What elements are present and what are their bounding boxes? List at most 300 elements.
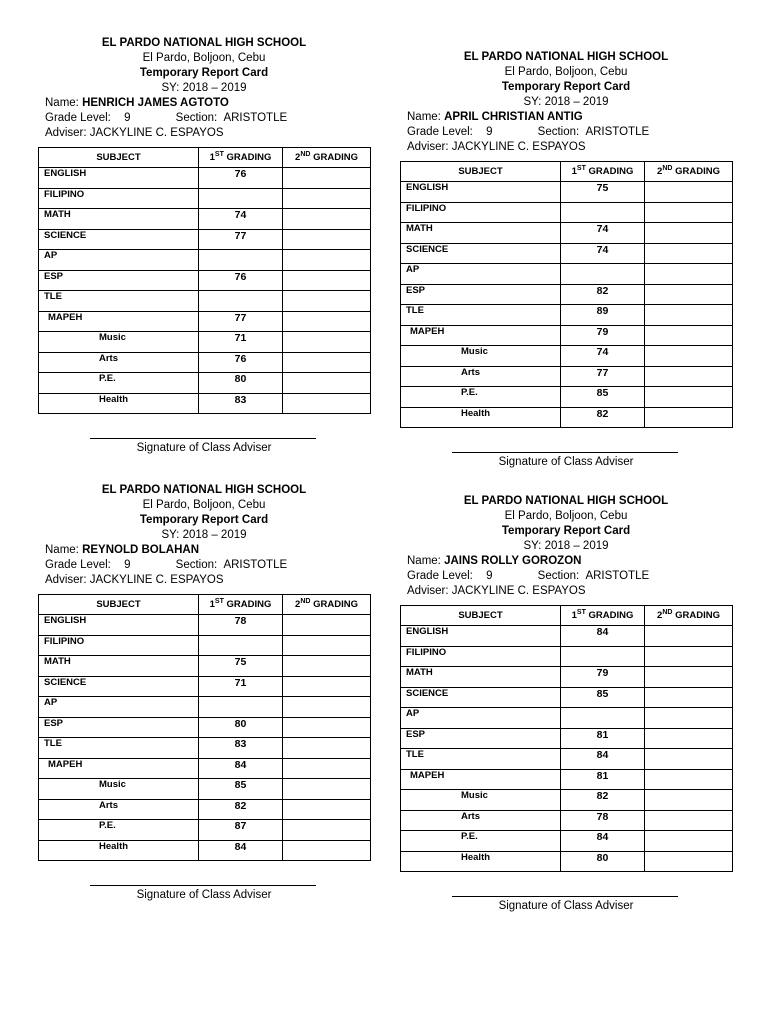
table-row xyxy=(39,311,371,332)
second-grading-cell xyxy=(283,168,371,189)
grade-level-value: 9 xyxy=(486,570,493,582)
grade-level-label: Grade Level: xyxy=(407,126,473,138)
table-row xyxy=(39,352,371,373)
signature-block xyxy=(400,428,732,468)
subject-cell: MATH xyxy=(39,209,199,230)
subject-cell: FILIPINO xyxy=(401,646,561,667)
adviser-line xyxy=(45,573,370,588)
subject-cell: AP xyxy=(39,697,199,718)
signature-block xyxy=(400,872,732,912)
first-grading-cell: 87 xyxy=(199,820,283,841)
second-grading-cell xyxy=(283,332,371,353)
section-label: Section: xyxy=(175,112,218,124)
first-grading-cell: 82 xyxy=(199,799,283,820)
first-grading-cell: 84 xyxy=(561,831,645,852)
subject-cell: Health xyxy=(401,407,561,428)
subject-cell: Arts xyxy=(39,352,199,373)
subject-cell: AP xyxy=(39,250,199,271)
table-row xyxy=(401,387,733,408)
first-grading-header: 1ST GRADING xyxy=(561,606,645,626)
subject-cell: ENGLISH xyxy=(39,615,199,636)
second-grading-cell xyxy=(645,223,733,244)
table-row xyxy=(401,223,733,244)
student-name: REYNOLD BOLAHAN xyxy=(82,544,199,556)
second-grading-cell xyxy=(645,790,733,811)
grades-header-row xyxy=(39,148,371,168)
second-grading-cell xyxy=(645,346,733,367)
first-grading-cell: 84 xyxy=(199,758,283,779)
second-grading-cell xyxy=(283,270,371,291)
table-row xyxy=(39,799,371,820)
second-grading-cell xyxy=(283,779,371,800)
first-grading-cell: 71 xyxy=(199,332,283,353)
signature-label: Signature of Class Adviser xyxy=(136,442,272,454)
first-grading-cell xyxy=(199,250,283,271)
second-grading-cell xyxy=(283,229,371,250)
adviser-line xyxy=(407,140,732,155)
adviser-name: JACKYLINE C. ESPAYOS xyxy=(89,127,224,139)
school-name: EL PARDO NATIONAL HIGH SCHOOL xyxy=(101,484,307,496)
subject-cell: Arts xyxy=(39,799,199,820)
first-grading-cell: 74 xyxy=(561,346,645,367)
first-grading-cell: 83 xyxy=(199,393,283,414)
name-label: Name: xyxy=(45,544,79,556)
card-header xyxy=(400,50,732,110)
adviser-label: Adviser: xyxy=(45,574,87,586)
student-name: HENRICH JAMES AGTOTO xyxy=(82,97,229,109)
subject-cell: SCIENCE xyxy=(39,676,199,697)
second-grading-cell xyxy=(645,831,733,852)
table-row xyxy=(39,758,371,779)
table-row xyxy=(39,840,371,861)
name-label: Name: xyxy=(45,97,79,109)
subject-header: SUBJECT xyxy=(39,148,199,168)
grades-table xyxy=(400,605,733,872)
signature-line xyxy=(90,885,316,886)
section-label: Section: xyxy=(175,559,218,571)
subject-cell: Music xyxy=(39,332,199,353)
subject-cell: P.E. xyxy=(39,373,199,394)
first-grading-cell xyxy=(199,635,283,656)
subject-cell: MATH xyxy=(39,656,199,677)
grades-header-row xyxy=(39,595,371,615)
second-grading-cell xyxy=(283,697,371,718)
first-grading-cell: 74 xyxy=(561,223,645,244)
second-grading-cell xyxy=(283,188,371,209)
second-grading-cell xyxy=(283,758,371,779)
table-row xyxy=(39,250,371,271)
adviser-line xyxy=(407,584,732,599)
table-row xyxy=(401,769,733,790)
subject-cell: TLE xyxy=(39,291,199,312)
table-row xyxy=(39,291,371,312)
second-grading-cell xyxy=(283,840,371,861)
signature-line xyxy=(452,452,678,453)
grade-section-line xyxy=(407,569,732,584)
second-grading-cell xyxy=(645,810,733,831)
section-value: ARISTOTLE xyxy=(223,112,288,124)
first-grading-cell: 82 xyxy=(561,284,645,305)
student-name-line xyxy=(407,110,732,125)
table-row xyxy=(39,373,371,394)
first-grading-cell xyxy=(199,291,283,312)
table-row xyxy=(401,851,733,872)
table-row xyxy=(39,820,371,841)
table-row xyxy=(39,779,371,800)
second-grading-cell xyxy=(283,799,371,820)
second-grading-cell xyxy=(645,182,733,203)
first-grading-cell: 85 xyxy=(561,387,645,408)
card-header xyxy=(38,36,370,96)
school-address: El Pardo, Boljoon, Cebu xyxy=(142,499,266,511)
subject-cell: ENGLISH xyxy=(401,626,561,647)
subject-cell: ENGLISH xyxy=(39,168,199,189)
second-grading-cell xyxy=(645,687,733,708)
table-row xyxy=(401,687,733,708)
subject-cell: MAPEH xyxy=(401,325,561,346)
name-label: Name: xyxy=(407,111,441,123)
second-grading-cell xyxy=(283,352,371,373)
second-grading-cell xyxy=(645,264,733,285)
subject-header: SUBJECT xyxy=(39,595,199,615)
table-row xyxy=(401,626,733,647)
adviser-label: Adviser: xyxy=(407,585,449,597)
grade-level-label: Grade Level: xyxy=(45,559,111,571)
first-grading-cell xyxy=(199,188,283,209)
grades-body xyxy=(39,168,371,414)
subject-cell: TLE xyxy=(39,738,199,759)
second-grading-cell xyxy=(645,728,733,749)
name-label: Name: xyxy=(407,555,441,567)
table-row xyxy=(39,717,371,738)
grades-header-row xyxy=(401,162,733,182)
first-grading-header: 1ST GRADING xyxy=(561,162,645,182)
second-grading-cell xyxy=(283,717,371,738)
document-title: Temporary Report Card xyxy=(139,514,269,526)
first-grading-cell xyxy=(561,708,645,729)
subject-header: SUBJECT xyxy=(401,606,561,626)
first-grading-cell: 76 xyxy=(199,168,283,189)
subject-cell: Music xyxy=(401,346,561,367)
table-row xyxy=(401,366,733,387)
subject-cell: ENGLISH xyxy=(401,182,561,203)
second-grading-cell xyxy=(283,820,371,841)
table-row xyxy=(39,332,371,353)
second-grading-cell xyxy=(645,284,733,305)
student-info xyxy=(400,554,732,599)
table-row xyxy=(39,229,371,250)
school-name: EL PARDO NATIONAL HIGH SCHOOL xyxy=(101,37,307,49)
first-grading-cell xyxy=(561,264,645,285)
second-grading-cell xyxy=(645,407,733,428)
subject-cell: Music xyxy=(401,790,561,811)
second-grading-cell xyxy=(283,615,371,636)
card-header xyxy=(38,483,370,543)
table-row xyxy=(401,749,733,770)
first-grading-cell: 81 xyxy=(561,728,645,749)
table-row xyxy=(401,708,733,729)
first-grading-header: 1ST GRADING xyxy=(199,595,283,615)
subject-cell: P.E. xyxy=(39,820,199,841)
report-card xyxy=(400,494,732,912)
subject-cell: SCIENCE xyxy=(39,229,199,250)
second-grading-cell xyxy=(645,626,733,647)
school-address: El Pardo, Boljoon, Cebu xyxy=(504,66,628,78)
subject-cell: P.E. xyxy=(401,387,561,408)
table-row xyxy=(39,168,371,189)
first-grading-cell: 80 xyxy=(199,717,283,738)
subject-cell: ESP xyxy=(39,717,199,738)
first-grading-cell: 81 xyxy=(561,769,645,790)
section-value: ARISTOTLE xyxy=(585,570,650,582)
subject-cell: AP xyxy=(401,708,561,729)
first-grading-cell: 82 xyxy=(561,790,645,811)
subject-cell: MATH xyxy=(401,667,561,688)
table-row xyxy=(401,182,733,203)
student-info xyxy=(400,110,732,155)
adviser-name: JACKYLINE C. ESPAYOS xyxy=(89,574,224,586)
grades-table xyxy=(38,147,371,414)
first-grading-cell: 78 xyxy=(561,810,645,831)
table-row xyxy=(401,728,733,749)
student-info xyxy=(38,96,370,141)
table-row xyxy=(401,284,733,305)
subject-cell: SCIENCE xyxy=(401,687,561,708)
second-grading-cell xyxy=(645,325,733,346)
subject-cell: Music xyxy=(39,779,199,800)
signature-line xyxy=(90,438,316,439)
second-grading-cell xyxy=(645,749,733,770)
section-label: Section: xyxy=(537,126,580,138)
table-row xyxy=(39,738,371,759)
subject-cell: Health xyxy=(401,851,561,872)
subject-cell: MAPEH xyxy=(39,311,199,332)
second-grading-cell xyxy=(645,769,733,790)
table-row xyxy=(401,407,733,428)
signature-line xyxy=(452,896,678,897)
subject-cell: MAPEH xyxy=(401,769,561,790)
student-name-line xyxy=(45,96,370,111)
grade-level-value: 9 xyxy=(124,559,131,571)
table-row xyxy=(39,697,371,718)
school-address: El Pardo, Boljoon, Cebu xyxy=(504,510,628,522)
table-row xyxy=(401,667,733,688)
document-title: Temporary Report Card xyxy=(501,81,631,93)
grades-table xyxy=(38,594,371,861)
table-row xyxy=(401,646,733,667)
second-grading-cell xyxy=(283,291,371,312)
table-row xyxy=(39,656,371,677)
table-row xyxy=(401,325,733,346)
second-grading-cell xyxy=(645,851,733,872)
first-grading-cell: 84 xyxy=(199,840,283,861)
table-row xyxy=(39,615,371,636)
first-grading-cell: 76 xyxy=(199,352,283,373)
subject-cell: ESP xyxy=(401,728,561,749)
first-grading-cell: 79 xyxy=(561,667,645,688)
subject-cell: Health xyxy=(39,840,199,861)
second-grading-cell xyxy=(645,243,733,264)
signature-label: Signature of Class Adviser xyxy=(498,456,634,468)
second-grading-cell xyxy=(645,646,733,667)
subject-cell: TLE xyxy=(401,305,561,326)
table-row xyxy=(401,790,733,811)
first-grading-cell: 74 xyxy=(199,209,283,230)
second-grading-cell xyxy=(645,366,733,387)
subject-cell: TLE xyxy=(401,749,561,770)
first-grading-cell: 89 xyxy=(561,305,645,326)
document-title: Temporary Report Card xyxy=(501,525,631,537)
first-grading-cell: 80 xyxy=(199,373,283,394)
grades-body xyxy=(401,626,733,872)
subject-cell: P.E. xyxy=(401,831,561,852)
student-info xyxy=(38,543,370,588)
first-grading-cell xyxy=(199,697,283,718)
first-grading-cell: 77 xyxy=(199,229,283,250)
grade-level-label: Grade Level: xyxy=(45,112,111,124)
grade-level-value: 9 xyxy=(486,126,493,138)
second-grading-cell xyxy=(283,373,371,394)
subject-cell: MATH xyxy=(401,223,561,244)
section-label: Section: xyxy=(537,570,580,582)
table-row xyxy=(39,635,371,656)
first-grading-cell: 82 xyxy=(561,407,645,428)
first-grading-cell: 84 xyxy=(561,626,645,647)
school-name: EL PARDO NATIONAL HIGH SCHOOL xyxy=(463,51,669,63)
first-grading-cell: 75 xyxy=(561,182,645,203)
subject-cell: Health xyxy=(39,393,199,414)
first-grading-cell: 85 xyxy=(199,779,283,800)
student-name-line xyxy=(407,554,732,569)
first-grading-cell: 75 xyxy=(199,656,283,677)
adviser-name: JACKYLINE C. ESPAYOS xyxy=(451,585,586,597)
second-grading-cell xyxy=(283,393,371,414)
grades-header-row xyxy=(401,606,733,626)
table-row xyxy=(401,810,733,831)
table-row xyxy=(401,202,733,223)
second-grading-header: 2ND GRADING xyxy=(283,595,371,615)
table-row xyxy=(39,676,371,697)
adviser-name: JACKYLINE C. ESPAYOS xyxy=(451,141,586,153)
student-name: APRIL CHRISTIAN ANTIG xyxy=(444,111,583,123)
subject-cell: FILIPINO xyxy=(401,202,561,223)
table-row xyxy=(401,831,733,852)
table-row xyxy=(39,393,371,414)
table-row xyxy=(401,243,733,264)
document-title: Temporary Report Card xyxy=(139,67,269,79)
second-grading-cell xyxy=(283,738,371,759)
first-grading-cell: 78 xyxy=(199,615,283,636)
grade-section-line xyxy=(45,558,370,573)
second-grading-header: 2ND GRADING xyxy=(645,606,733,626)
first-grading-cell: 85 xyxy=(561,687,645,708)
first-grading-cell: 71 xyxy=(199,676,283,697)
second-grading-cell xyxy=(283,250,371,271)
subject-cell: FILIPINO xyxy=(39,188,199,209)
section-value: ARISTOTLE xyxy=(223,559,288,571)
report-card xyxy=(400,50,732,468)
grades-body xyxy=(39,615,371,861)
grades-body xyxy=(401,182,733,428)
table-row xyxy=(39,188,371,209)
school-year: SY: 2018 – 2019 xyxy=(523,540,609,552)
second-grading-cell xyxy=(645,708,733,729)
first-grading-cell: 76 xyxy=(199,270,283,291)
grade-section-line xyxy=(407,125,732,140)
subject-cell: FILIPINO xyxy=(39,635,199,656)
subject-cell: SCIENCE xyxy=(401,243,561,264)
first-grading-header: 1ST GRADING xyxy=(199,148,283,168)
first-grading-cell xyxy=(561,202,645,223)
first-grading-cell: 74 xyxy=(561,243,645,264)
second-grading-cell xyxy=(283,656,371,677)
school-year: SY: 2018 – 2019 xyxy=(161,529,247,541)
first-grading-cell: 84 xyxy=(561,749,645,770)
second-grading-cell xyxy=(645,305,733,326)
signature-label: Signature of Class Adviser xyxy=(136,889,272,901)
first-grading-cell: 80 xyxy=(561,851,645,872)
report-card xyxy=(38,36,370,454)
first-grading-cell xyxy=(561,646,645,667)
subject-cell: Arts xyxy=(401,366,561,387)
signature-block xyxy=(38,861,370,901)
table-row xyxy=(39,209,371,230)
subject-cell: ESP xyxy=(39,270,199,291)
table-row xyxy=(401,305,733,326)
card-header xyxy=(400,494,732,554)
student-name: JAINS ROLLY GOROZON xyxy=(444,555,582,567)
table-row xyxy=(401,346,733,367)
table-row xyxy=(39,270,371,291)
grade-section-line xyxy=(45,111,370,126)
signature-label: Signature of Class Adviser xyxy=(498,900,634,912)
school-name: EL PARDO NATIONAL HIGH SCHOOL xyxy=(463,495,669,507)
subject-cell: ESP xyxy=(401,284,561,305)
first-grading-cell: 83 xyxy=(199,738,283,759)
first-grading-cell: 77 xyxy=(199,311,283,332)
adviser-label: Adviser: xyxy=(407,141,449,153)
subject-cell: MAPEH xyxy=(39,758,199,779)
subject-header: SUBJECT xyxy=(401,162,561,182)
grade-level-value: 9 xyxy=(124,112,131,124)
second-grading-cell xyxy=(645,387,733,408)
second-grading-cell xyxy=(283,311,371,332)
second-grading-cell xyxy=(283,676,371,697)
adviser-line xyxy=(45,126,370,141)
second-grading-header: 2ND GRADING xyxy=(645,162,733,182)
table-row xyxy=(401,264,733,285)
second-grading-cell xyxy=(645,202,733,223)
student-name-line xyxy=(45,543,370,558)
adviser-label: Adviser: xyxy=(45,127,87,139)
grade-level-label: Grade Level: xyxy=(407,570,473,582)
second-grading-cell xyxy=(283,635,371,656)
school-year: SY: 2018 – 2019 xyxy=(161,82,247,94)
section-value: ARISTOTLE xyxy=(585,126,650,138)
subject-cell: AP xyxy=(401,264,561,285)
subject-cell: Arts xyxy=(401,810,561,831)
grades-table xyxy=(400,161,733,428)
report-card xyxy=(38,483,370,901)
school-year: SY: 2018 – 2019 xyxy=(523,96,609,108)
second-grading-cell xyxy=(645,667,733,688)
first-grading-cell: 77 xyxy=(561,366,645,387)
second-grading-header: 2ND GRADING xyxy=(283,148,371,168)
school-address: El Pardo, Boljoon, Cebu xyxy=(142,52,266,64)
second-grading-cell xyxy=(283,209,371,230)
signature-block xyxy=(38,414,370,454)
first-grading-cell: 79 xyxy=(561,325,645,346)
